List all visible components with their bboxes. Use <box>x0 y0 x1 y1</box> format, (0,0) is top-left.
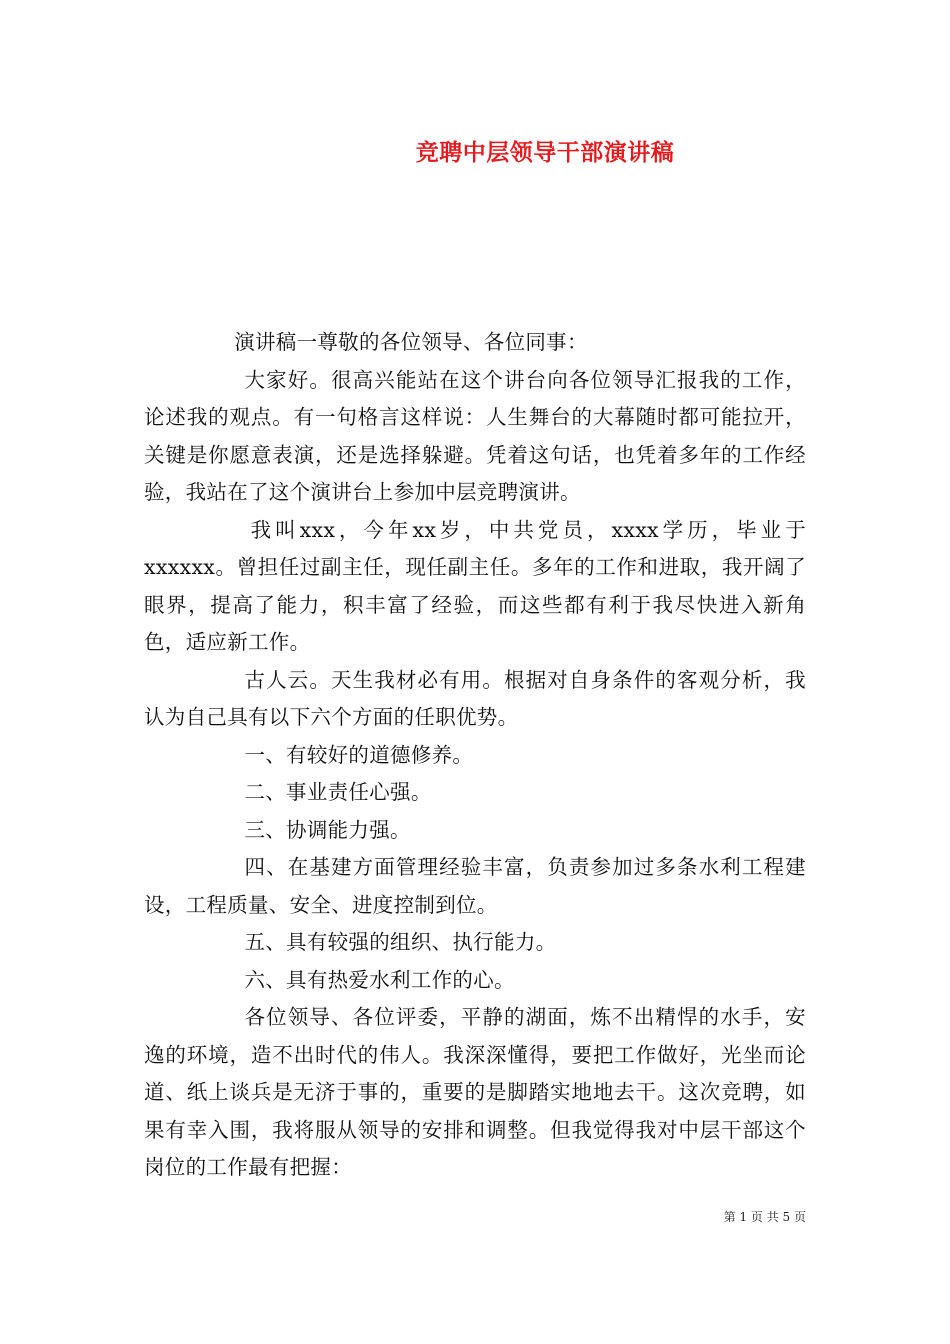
body-paragraph: 古人云。天生我材必有用。根据对自身条件的客观分析，我认为自己具有以下六个方面的任职优势。 <box>144 667 806 729</box>
list-item: 二、事业责任心强。 <box>244 780 432 804</box>
list-item: 三、协调能力强。 <box>244 817 411 842</box>
salutation-paragraph: 演讲稿一尊敬的各位领导、各位同事： <box>234 330 588 354</box>
body-paragraph: 各位领导、各位评委，平静的湖面，炼不出精悍的水手，安逸的环境，造不出时代的伟人。我深深懂得，要把工作做好，光坐而论道、纸上谈兵是无济于事的，重要的是脚踏实地地去干。这次竞聘，如果有幸入围，我将服从领导的安排和调整。但我觉得我对中层干部这个岗位的工作最有把握： <box>144 1005 806 1179</box>
list-item: 五、具有较强的组织、执行能力。 <box>244 930 557 954</box>
list-item: 四、在基建方面管理经验丰富，负责参加过多条水利工程建设，工程质量、安全、进度控制到位。 <box>144 855 806 917</box>
body-paragraph: 大家好。很高兴能站在这个讲台向各位领导汇报我的工作，论述我的观点。有一句格言这样说：人生舞台的大幕随时都可能拉开，关键是你愿意表演，还是选择躲避。凭着这句话，也凭着多年的工作经验，我站在了这个演讲台上参加中层竞聘演讲。 <box>144 367 806 504</box>
list-item: 六、具有热爱水利工作的心。 <box>244 967 515 992</box>
document-body <box>144 324 806 1187</box>
list-item: 一、有较好的道德修养。 <box>244 742 474 767</box>
page-number: 第 1 页 共 5 页 <box>723 1210 806 1224</box>
body-paragraph: 我叫xxx，今年xx岁，中共党员，xxxx学历，毕业于xxxxxx。曾担任过副主任，现任副主任。多年的工作和进取，我开阔了眼界，提高了能力，积丰富了经验，而这些都有利于我尽快进入新角色，适应新工作。 <box>144 517 806 654</box>
document-title: 竞聘中层领导干部演讲稿 <box>415 139 675 166</box>
